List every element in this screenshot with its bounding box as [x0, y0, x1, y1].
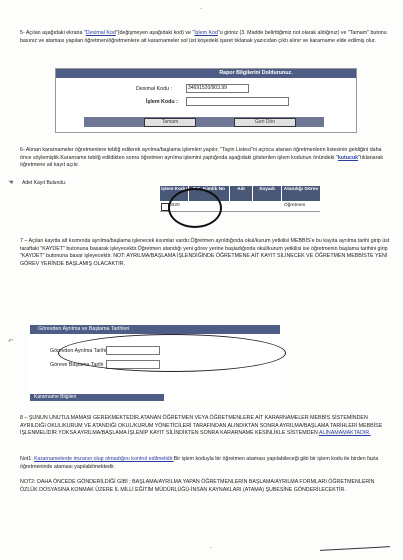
islem-label: İşlem Kodu :	[146, 99, 178, 105]
highlight-circle	[168, 188, 222, 228]
note1-paragraph	[20, 456, 390, 471]
th-islem-kodu: İşlem Kodu	[160, 186, 188, 201]
islem-input[interactable]	[186, 97, 289, 106]
step7-paragraph	[20, 238, 390, 268]
th-adi: Adı	[230, 186, 252, 201]
step8-text-a: 8 – ŞUNUN UNUTULMAMASI GEREKMEKTEDİR.ATANAN ÖĞRETMEN VEYA ÖĞRETMENLERE AİT KARARNAMELER MEBBİS SİSTEMİNDEN AYRILDIĞI OKUL/KURUM VE ATANDIĞI OKUL/KURUM YÖNETİCİLERİ TARAFINDAN ALINDIKTAN SONRA AYRILMA/BAŞLAMA TARİHLERİ MEBBİSE İŞLENMELİDİR.YOKSA AYRILMA/BAŞLAMA İŞLENİP KAYIT SİLİNDİKTEN SONRA KARARNAME KESİNLİKLE SİSTEMDEN	[20, 415, 383, 437]
geri-don-button[interactable]: Geri Dön	[234, 118, 296, 127]
step7-text-b: NOT: AYRILMA/BAŞLAMA İŞLENDİĞİNDE ÖĞRETMENE AİT KAYIT SİLİNECEK VE ÖĞRETMEN MEBBİSTE YENİ GÖREV YERİNDE BAŞLAMIŞ OLACAKTIR.	[20, 253, 388, 267]
step5-text-b: "(değişmeyen aşağıdaki kod) ve "	[115, 30, 195, 36]
th-gorev: Atandığı Görev	[282, 186, 320, 201]
found-note: Adet Kayıt Bulundu.	[22, 180, 67, 186]
desimal-input[interactable]: 34691520/903.99	[186, 84, 249, 93]
step8-underline: ALINAMAMAKTADIR.	[318, 430, 371, 437]
step5-paragraph	[20, 30, 390, 45]
step6-text-a: 6- Alınan kararnameler öğretmenlere tebliğ edilerek ayrılma/başlama işlemleri yapılır. "Tayin Listesi"ni açınca atanan öğretmenlerin listesinin geldiğini daha önce söylemiştik.Kararname tebliğ edildikten sonra öğretmen ayrılma işlemini yaptığında aşağıdaki gösterilen işlem kodunun önündeki "	[20, 147, 382, 161]
highlight-oval	[58, 334, 286, 372]
kararname-footer: Kararname Bilgileri	[30, 394, 164, 401]
step8-paragraph	[20, 415, 390, 438]
bottom-mark: -	[210, 545, 212, 551]
tamam-button[interactable]: Tamam	[144, 118, 196, 127]
scribble-line	[320, 546, 390, 551]
th-soyadi: Soyadı	[253, 186, 281, 201]
side-mark: ↶	[8, 339, 14, 345]
ayrilma-label: Görevden Ayrılma Tarihi	[50, 348, 107, 354]
th-tc: T.C. Kimlik No	[189, 186, 229, 201]
step6-text-b: "tıklanarak öğretmene ait kayıt açılır.	[20, 154, 383, 169]
report-form-title: Rapor Bilgilerini Doldurunuz.	[56, 69, 356, 78]
desimal-label: Desimal Kodu :	[136, 86, 172, 92]
islem-kod-link: İşlem Kod	[194, 30, 218, 36]
desimal-kod-link: Desimal Kod	[85, 30, 116, 36]
note1-b: Bir işlem koduyla bir öğretmen ataması yapılabileceği gibi bir işlem kodu ile birden fazla öğretmeninde ataması yapılabilmektedir.	[20, 456, 379, 470]
step5-text-c: "u giriniz (3. Madde belirttiğimiz not olarak aldığınız) ve "Tamam" butonu basınız ve ataması yapılan öğretmen/öğretmenlere ait kararnameler sol üst köşedeki işaret tıklanak yazıcıdan çıktı alınır ve kararname elde edilmiş olur.	[20, 30, 387, 44]
cell-islem: 0320	[169, 203, 180, 208]
hand-icon: ☚	[8, 180, 14, 186]
button-bar	[84, 117, 324, 127]
note2-paragraph: NOT2: DAHA ÖNCEDE GÖNDERİLDİĞİ GİBİ ; BAŞLAMA/AYRILMA YAPAN ÖĞRETMENLERİN BAŞLAMA/AYRILMA FORMLARI ÖĞRETMENLERİN ÖZLÜK DOSYASINA KONMAK ÜZERE İL MİLLİ EĞİTİM MÜDÜRLÜĞÜ-İNSAN KAYNAKLARI (ATAMA) ŞUBESİNE GÖNDERİLECEKTİR.	[20, 479, 375, 493]
top-mark: -	[200, 6, 202, 12]
dates-panel-title: Görevden Ayrılma ve Başlama Tarihleri	[30, 325, 280, 334]
kutucuk-link: kutucuk	[337, 154, 359, 161]
note1-underline: Kararnamelerde imzanın olup olmadığını kontrol edilmelidir.	[34, 456, 174, 462]
note1-a: Not1:	[20, 456, 35, 462]
cell-gorev: Öğretmen	[284, 203, 306, 208]
step5-text-a: 5- Açılan aşağıdaki ekrana "	[20, 30, 86, 36]
step7-text-a: 7 – Açılan kayıtta alt kısmında ayrılma/başlama işlenecek kısımlar vardır.Öğretmen ayrıldığında okul/kurum yetkilisi MEBBİS'e bu kayıta ayrılma tarihi girip üst taraftaki "KAYDET" butonuna basarak işleyecektir.Öğretmen atandığı yeni görev yerine başladığında okul/kurum yetkilisi ise öğretmenin başlama tarihini girip "KAYDET" butonuna basar işleyecektir.	[20, 238, 390, 260]
step6-paragraph	[20, 147, 390, 170]
report-form-panel	[55, 68, 357, 133]
baslama-label: Göreve Başlama Tarihi	[50, 362, 104, 368]
